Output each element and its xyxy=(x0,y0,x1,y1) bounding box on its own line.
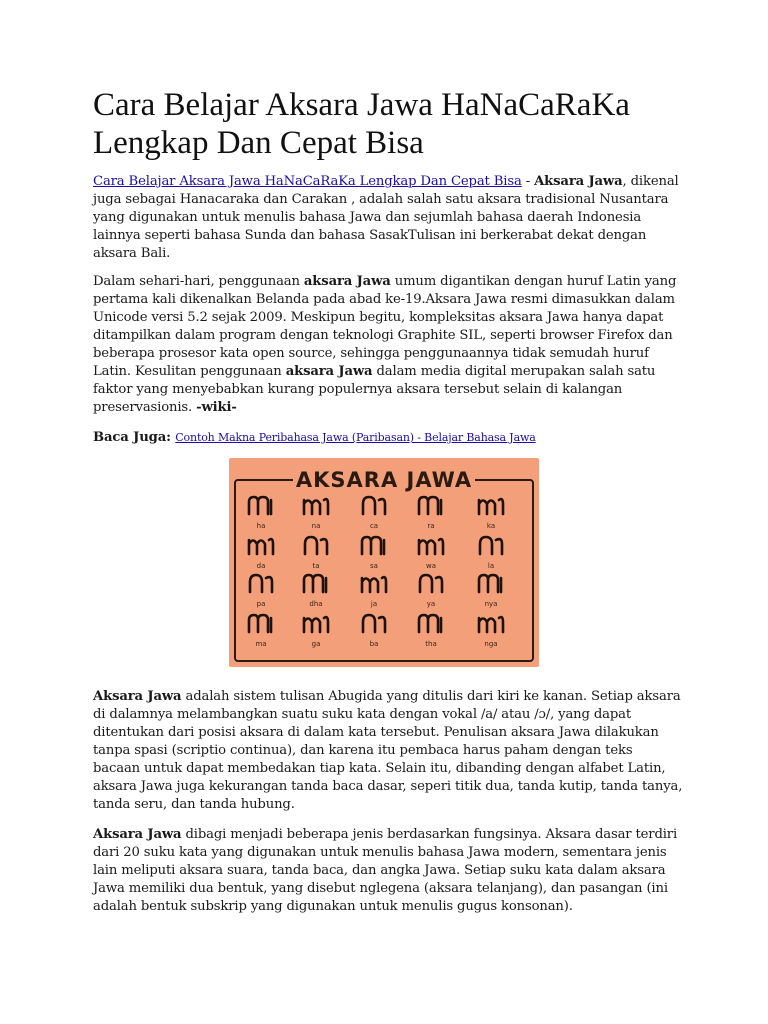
aksara-glyph-la xyxy=(480,537,502,554)
aksara-glyph-ma xyxy=(249,615,271,632)
glyph-cell-ra xyxy=(419,497,441,530)
intro-text: , dikenal juga sebagai Hanacaraka dan Carakan , adalah salah satu aksara tradisional Nusantara yang digunakan untuk menulis bahasa Jawa dan sejumlah bahasa daerah Indonesia lainnya seperti bahasa Sunda dan bahasa SasakTulisan ini berkerabat dekat dengan aksara Bali. xyxy=(93,174,679,261)
syllable-label: wa xyxy=(425,562,437,570)
syllable-label: da xyxy=(256,562,266,570)
aksara-jawa-chart-image xyxy=(229,458,539,667)
syllable-label: ya xyxy=(426,600,436,608)
aksara-glyph-ja xyxy=(362,577,386,592)
glyph-cell-ja xyxy=(362,577,386,608)
baca-juga-line xyxy=(93,429,683,447)
syllable-label: ta xyxy=(312,562,320,570)
paragraph-abugida xyxy=(93,688,683,814)
p2-text-3: dalam media digital merupakan salah satu faktor yang menyebabkan kurang populernya aksara tersebut selain di kalangan preservasionis. xyxy=(93,364,656,415)
aksara-glyph-nga xyxy=(479,617,503,632)
p4-bold: Aksara Jawa xyxy=(93,827,182,842)
glyph-grid xyxy=(249,497,503,648)
aksara-glyph-ha xyxy=(249,497,271,514)
chart-heading: AKSARA JAWA xyxy=(295,468,473,492)
aksara-glyph-ta xyxy=(305,537,327,554)
syllable-label: dha xyxy=(309,600,323,608)
glyph-cell-sa xyxy=(362,537,384,570)
glyph-cell-tha xyxy=(419,615,441,648)
syllable-label: nya xyxy=(484,600,498,608)
glyph-cell-na xyxy=(304,499,328,530)
aksara-glyph-sa xyxy=(362,537,384,554)
syllable-label: la xyxy=(487,562,495,570)
glyph-cell-da xyxy=(249,539,273,570)
glyph-cell-nya xyxy=(479,575,501,608)
syllable-label: ra xyxy=(427,522,435,530)
aksara-glyph-tha xyxy=(419,615,441,632)
glyph-cell-la xyxy=(480,537,502,570)
glyph-cell-ha xyxy=(249,497,271,530)
syllable-label: na xyxy=(311,522,321,530)
glyph-cell-nga xyxy=(479,617,503,648)
aksara-glyph-ba xyxy=(363,615,385,632)
p2-bold-2: aksara Jawa xyxy=(285,364,373,379)
aksara-jawa-chart-svg xyxy=(229,458,539,667)
aksara-glyph-ca xyxy=(363,497,385,514)
syllable-label: ha xyxy=(256,522,266,530)
p2-bold-1: aksara Jawa xyxy=(303,274,391,289)
intro-bold: Aksara Jawa xyxy=(534,174,623,189)
glyph-cell-ya xyxy=(420,575,442,608)
syllable-label: ba xyxy=(369,640,379,648)
p2-text-1: Dalam sehari-hari, penggunaan xyxy=(93,274,304,289)
aksara-glyph-ra xyxy=(419,497,441,514)
glyph-cell-ka xyxy=(479,499,503,530)
glyph-cell-pa xyxy=(250,575,272,608)
aksara-glyph-dha xyxy=(304,575,326,592)
page-title: Cara Belajar Aksara Jawa HaNaCaRaKa Lengkap Dan Cepat Bisa xyxy=(93,87,630,161)
intro-dash: - xyxy=(521,174,535,189)
aksara-glyph-wa xyxy=(419,539,443,554)
syllable-label: ja xyxy=(370,600,378,608)
glyph-cell-dha xyxy=(304,575,326,608)
aksara-glyph-nya xyxy=(479,575,501,592)
p3-text: adalah sistem tulisan Abugida yang ditulis dari kiri ke kanan. Setiap aksara di dalamnya melambangkan suatu suku kata dengan vokal /a/ atau /ɔ/, yang dapat ditentukan dari posisi aksara di dalam kata tersebut. Penulisan aksara Jawa dilakukan tanpa spasi (scriptio continua), dan karena itu pembaca harus paham dengan teks bacaan untuk dapat membedakan tiap kata. Selain itu, dibanding dengan alfabet Latin, aksara Jawa juga kekurangan tanda baca dasar, seperi titik dua, tanda kutip, tanda tanya, tanda seru, dan tanda hubung. xyxy=(93,689,683,812)
glyph-cell-ca xyxy=(363,497,385,530)
aksara-glyph-na xyxy=(304,499,328,514)
syllable-label: ga xyxy=(311,640,321,648)
syllable-label: ca xyxy=(369,522,379,530)
p3-bold: Aksara Jawa xyxy=(93,689,182,704)
syllable-label: ma xyxy=(255,640,267,648)
p2-text-2: umum digantikan dengan huruf Latin yang pertama kali dikenalkan Belanda pada abad ke-19.Aksara Jawa resmi dimasukkan dalam Unicode versi 5.2 sejak 2009. Meskipun begitu, kompleksitas aksara Jawa hanya dapat ditampilkan dalam program dengan teknologi Graphite SIL, seperti browser Firefox dan beberapa prosesor kata open source, sehingga penggunaannya tidak semudah huruf Latin. Kesulitan penggunaan xyxy=(93,274,677,379)
aksara-glyph-ka xyxy=(479,499,503,514)
glyph-cell-ba xyxy=(363,615,385,648)
article-title-link[interactable]: Cara Belajar Aksara Jawa HaNaCaRaKa Lengkap Dan Cepat Bisa xyxy=(93,174,522,189)
p2-bold-3: -wiki- xyxy=(196,400,237,415)
paragraph-types xyxy=(93,826,683,916)
glyph-cell-ma xyxy=(249,615,271,648)
syllable-label: pa xyxy=(256,600,266,608)
syllable-label: ka xyxy=(486,522,496,530)
syllable-label: sa xyxy=(370,562,378,570)
aksara-glyph-pa xyxy=(250,575,272,592)
glyph-cell-ga xyxy=(304,617,328,648)
syllable-label: tha xyxy=(425,640,437,648)
aksara-glyph-da xyxy=(249,539,273,554)
baca-juga-label: Baca Juga: xyxy=(93,430,176,445)
paragraph-usage xyxy=(93,273,683,417)
p4-text: dibagi menjadi beberapa jenis berdasarkan fungsinya. Aksara dasar terdiri dari 20 suku kata yang digunakan untuk menulis bahasa Jawa modern, sementara jenis lain meliputi aksara suara, tanda baca, dan angka Jawa. Setiap suku kata dalam aksara Jawa memiliki dua bentuk, yang disebut nglegena (aksara telanjang), dan pasangan (ini adalah bentuk subskrip yang digunakan untuk menulis gugus konsonan). xyxy=(93,827,678,914)
glyph-cell-ta xyxy=(305,537,327,570)
glyph-cell-wa xyxy=(419,539,443,570)
aksara-glyph-ga xyxy=(304,617,328,632)
syllable-label: nga xyxy=(484,640,498,648)
aksara-glyph-ya xyxy=(420,575,442,592)
related-article-link[interactable]: Contoh Makna Peribahasa Jawa (Paribasan) - Belajar Bahasa Jawa xyxy=(175,431,536,444)
intro-paragraph xyxy=(93,173,683,263)
